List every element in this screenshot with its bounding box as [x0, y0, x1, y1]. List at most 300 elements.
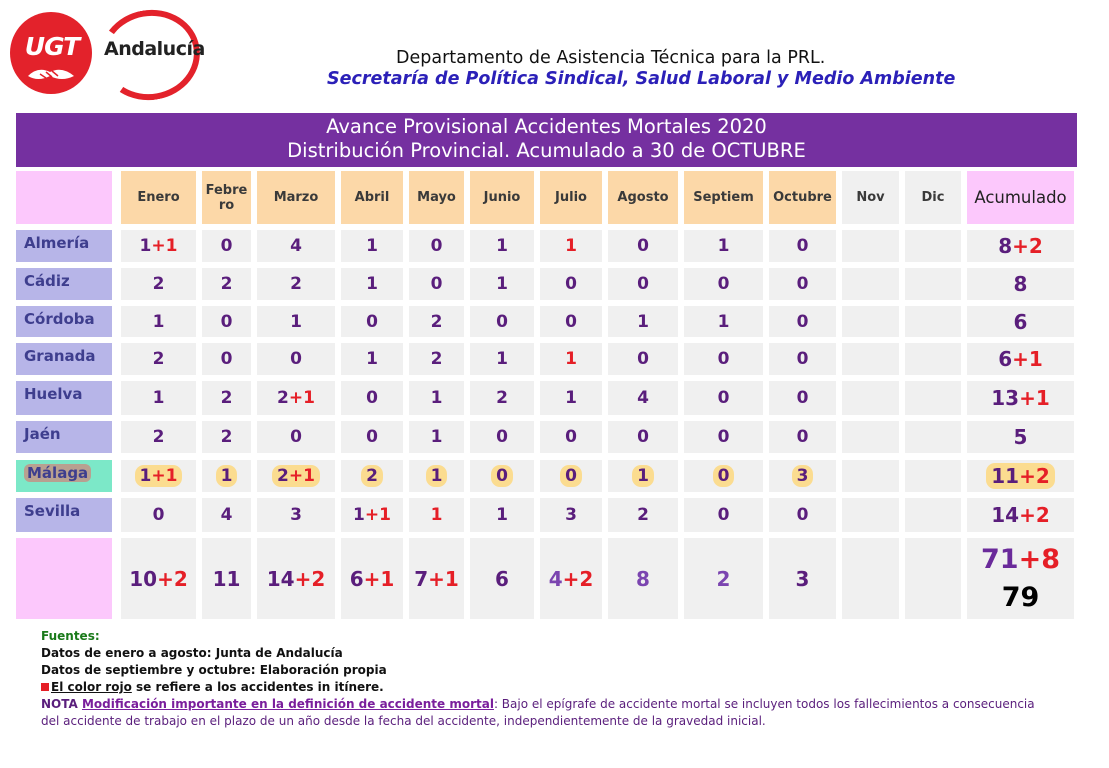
month-header-6	[540, 171, 602, 224]
value-main: 0	[366, 311, 378, 332]
value-main: 1	[717, 311, 730, 332]
plus-sign: +	[1019, 464, 1036, 488]
accumulated-cell	[967, 460, 1074, 492]
value-main: 7	[414, 566, 429, 591]
value-cell	[470, 343, 534, 375]
value-cell	[608, 268, 678, 300]
value-cell	[121, 421, 196, 453]
plus-sign: +	[363, 566, 381, 591]
value-in-itinere: 2	[311, 566, 326, 591]
value-cell	[202, 498, 251, 532]
value-cell	[470, 460, 534, 492]
value-in-itinere: 1	[444, 566, 459, 591]
value-main: 14	[266, 566, 295, 591]
total-cell	[540, 538, 602, 619]
value-in-itinere: 2	[1035, 503, 1050, 527]
value-main: 1	[139, 466, 152, 486]
red-color-label	[51, 680, 132, 694]
value-main: 6	[349, 566, 364, 591]
value-cell	[684, 498, 763, 532]
value-cell	[540, 306, 602, 337]
value-pill	[426, 465, 448, 487]
totals-corner	[16, 538, 112, 619]
value-main: 0	[220, 236, 233, 256]
febrero-line-1: Febre	[205, 182, 248, 198]
value-cell	[842, 381, 899, 415]
value-main: 1	[290, 311, 302, 332]
value-cell	[842, 306, 899, 337]
value-cell	[769, 421, 836, 453]
total-accumulated	[967, 538, 1074, 619]
value-main: 0	[290, 349, 302, 369]
value-cell	[905, 381, 961, 415]
value-cell	[769, 268, 836, 300]
value-cell	[769, 306, 836, 337]
value-main: 0	[717, 505, 730, 525]
month-header-10	[842, 171, 899, 224]
value-cell	[202, 381, 251, 415]
value-main: 4	[637, 388, 649, 408]
value-cell	[121, 230, 196, 262]
red-square-icon	[41, 683, 49, 691]
total-cell	[257, 538, 335, 619]
value-cell	[905, 343, 961, 375]
month-label: Octubre	[773, 190, 832, 205]
value-cell	[121, 498, 196, 532]
value-cell	[470, 421, 534, 453]
value-main: 0	[430, 274, 443, 294]
value-cell	[121, 268, 196, 300]
value-main: 3	[290, 505, 302, 525]
red-color-rest: se refiere a los accidentes in itínere.	[131, 680, 384, 694]
value-main: 0	[796, 505, 809, 525]
value-main: 3	[565, 505, 577, 525]
value-cell	[842, 343, 899, 375]
accumulated-cell	[967, 306, 1074, 337]
accumulated-cell	[967, 343, 1074, 375]
value-pill	[986, 463, 1055, 489]
month-header-11	[905, 171, 961, 224]
province-1	[16, 268, 112, 300]
title-line-1: Avance Provisional Accidentes Mortales 2020	[326, 115, 767, 138]
accumulated-cell	[967, 268, 1074, 300]
logo-region: Andalucía	[104, 38, 205, 60]
value-in-itinere: 2	[173, 566, 188, 591]
value-cell	[409, 381, 464, 415]
value-cell	[769, 381, 836, 415]
value-in-itinere: 2	[1035, 464, 1050, 488]
value-cell	[684, 343, 763, 375]
plus-sign: +	[294, 566, 312, 591]
value-main: 0	[717, 274, 730, 294]
red-color-text: El color rojo	[51, 680, 132, 694]
plus-sign: +	[1019, 386, 1036, 410]
value-main: 4	[220, 505, 233, 525]
plus-sign: +	[562, 566, 580, 591]
total-accumulated-line-2: 79	[1001, 581, 1040, 613]
value-in-itinere: 8	[1041, 543, 1060, 575]
value-cell	[684, 421, 763, 453]
value-cell	[842, 230, 899, 262]
value-cell	[540, 230, 602, 262]
value-main: 14	[991, 503, 1020, 527]
value-main: 10	[129, 566, 158, 591]
value-cell	[257, 230, 335, 262]
value-main: 3	[796, 466, 809, 486]
total-cell	[905, 538, 961, 619]
plus-sign: +	[157, 566, 174, 591]
value-cell	[905, 306, 961, 337]
value-main: 2	[220, 427, 233, 447]
value-cell	[341, 230, 403, 262]
value-cell	[684, 230, 763, 262]
value-main: 0	[220, 349, 233, 369]
value-cell	[341, 381, 403, 415]
title-band	[16, 113, 1077, 167]
value-main: 6	[495, 566, 509, 591]
accumulated-cell	[967, 381, 1074, 415]
value-main: 0	[637, 274, 649, 294]
month-header-4	[409, 171, 464, 224]
province-name: Almería	[24, 234, 90, 252]
value-pill	[792, 465, 814, 487]
plus-sign: +	[151, 466, 166, 486]
value-cell	[409, 306, 464, 337]
value-main: 1	[637, 311, 649, 332]
value-pill	[135, 465, 183, 487]
province-name: Málaga	[24, 464, 91, 482]
month-label: Mayo	[417, 190, 456, 205]
value-in-itinere: 1	[165, 236, 178, 256]
secretariat-title: Secretaría de Política Sindical, Salud Laboral y Medio Ambiente	[327, 69, 956, 89]
value-cell	[905, 498, 961, 532]
value-cell	[540, 421, 602, 453]
accumulated-cell	[967, 498, 1074, 532]
province-2	[16, 306, 112, 337]
value-cell	[905, 421, 961, 453]
month-label: Septiem	[693, 190, 754, 205]
value-cell	[409, 268, 464, 300]
value-cell	[257, 381, 335, 415]
value-main: 0	[717, 466, 730, 486]
value-main: 0	[796, 349, 809, 369]
total-cell	[842, 538, 899, 619]
value-cell	[121, 381, 196, 415]
header-corner	[16, 171, 112, 224]
value-main: 2	[290, 274, 302, 294]
value-main: 0	[796, 236, 809, 256]
total-cell	[769, 538, 836, 619]
value-cell	[842, 460, 899, 492]
value-main: 1	[565, 388, 577, 408]
month-label: Abril	[354, 190, 390, 205]
month-header-7	[608, 171, 678, 224]
value-main: 0	[637, 349, 649, 369]
value-in-itinere: 1	[1035, 386, 1050, 410]
total-cell	[409, 538, 464, 619]
value-main: 1	[430, 388, 443, 408]
value-main: 1	[152, 311, 165, 332]
value-cell	[608, 498, 678, 532]
value-cell	[684, 268, 763, 300]
plus-sign: +	[151, 236, 166, 256]
value-main: 0	[220, 311, 233, 332]
value-main: 71	[981, 543, 1019, 575]
month-header-2	[257, 171, 335, 224]
value-cell	[608, 343, 678, 375]
value-cell	[341, 268, 403, 300]
value-main: 6	[998, 347, 1013, 371]
value-pill	[632, 465, 654, 487]
month-label: Nov	[856, 190, 885, 205]
value-in-itinere: 1	[165, 466, 178, 486]
value-main: 0	[796, 274, 809, 294]
province-5	[16, 421, 112, 453]
notes	[41, 628, 1051, 730]
value-main: 11	[212, 566, 241, 591]
value-main: 0	[637, 427, 649, 447]
value-cell	[540, 343, 602, 375]
value-cell	[470, 268, 534, 300]
value-cell	[905, 268, 961, 300]
province-6	[16, 460, 112, 492]
plus-sign: +	[288, 466, 304, 486]
value-cell	[608, 460, 678, 492]
total-cell	[341, 538, 403, 619]
value-pill	[560, 465, 582, 487]
value-main: 1	[430, 466, 443, 486]
handshake-icon	[26, 62, 76, 84]
value-cell	[202, 230, 251, 262]
value-pill	[491, 465, 513, 487]
department-title: Departamento de Asistencia Técnica para la PRL.	[396, 48, 826, 68]
value-cell	[684, 460, 763, 492]
value-main: 6	[1013, 309, 1028, 334]
value-main: 0	[565, 466, 577, 486]
value-cell	[409, 421, 464, 453]
sources-label: Fuentes:	[41, 629, 100, 643]
value-in-itinere: 1	[303, 388, 315, 408]
value-in-itinere: 1	[380, 566, 395, 591]
value-main: 11	[991, 464, 1020, 488]
value-cell	[470, 230, 534, 262]
value-cell	[470, 381, 534, 415]
value-cell	[905, 460, 961, 492]
month-header-febrero-text	[206, 183, 248, 213]
value-main: 2	[430, 349, 443, 369]
plus-sign: +	[364, 505, 380, 525]
month-header-8	[684, 171, 763, 224]
value-cell	[202, 306, 251, 337]
source-line-1: Datos de enero a agosto: Junta de Andalucía	[41, 646, 343, 660]
value-main: 2	[220, 388, 233, 408]
month-header-5	[470, 171, 534, 224]
value-main: 0	[796, 388, 809, 408]
value-cell	[684, 306, 763, 337]
value-cell	[202, 343, 251, 375]
value-main: 0	[290, 427, 302, 447]
value-cell	[202, 421, 251, 453]
value-in-itinere: 1	[565, 349, 577, 369]
total-cell	[608, 538, 678, 619]
value-cell	[540, 498, 602, 532]
accumulated-cell	[967, 421, 1074, 453]
value-cell	[257, 268, 335, 300]
value-cell	[257, 498, 335, 532]
value-in-itinere: 2	[579, 566, 594, 591]
value-main: 0	[366, 427, 378, 447]
value-pill	[361, 465, 383, 487]
value-pill	[216, 465, 238, 487]
value-main: 1	[366, 349, 378, 369]
value-main: 2	[430, 311, 443, 332]
value-main: 8	[1013, 272, 1028, 296]
value-cell	[769, 230, 836, 262]
nota-text	[41, 696, 1051, 730]
value-cell	[409, 230, 464, 262]
febrero-line-2: ro	[218, 197, 235, 213]
total-cell	[470, 538, 534, 619]
value-main: 0	[565, 274, 577, 294]
value-main: 2	[716, 566, 731, 591]
value-cell	[341, 460, 403, 492]
value-main: 1	[496, 349, 508, 369]
value-main: 0	[637, 236, 649, 256]
title-line-2: Distribución Provincial. Acumulado a 30 de OCTUBRE	[287, 139, 806, 162]
accumulated-cell	[967, 230, 1074, 262]
value-main: 2	[220, 274, 233, 294]
value-main: 0	[796, 427, 809, 447]
month-header-9	[769, 171, 836, 224]
value-main: 0	[430, 236, 443, 256]
month-label: Agosto	[617, 190, 669, 205]
value-main: 1	[353, 505, 365, 525]
plus-sign: +	[1019, 503, 1036, 527]
nota-body: : Bajo el epígrafe de accidente mortal se incluyen todos los fallecimientos a consecuencia del accidente de trabajo en el plazo de un año desde la fecha del accidente, independientemente de la gravedad inicial.	[41, 697, 1035, 728]
value-main: 2	[152, 274, 165, 294]
province-name: Granada	[24, 347, 96, 365]
total-accumulated-line-1	[981, 541, 1060, 579]
ugt-andalucia-logo	[8, 10, 203, 100]
ugt-logo-text: UGT	[24, 32, 80, 61]
value-main: 1	[152, 388, 165, 408]
value-main: 0	[565, 427, 577, 447]
nota-modification: Modificación importante en la definición de accidente mortal	[81, 697, 494, 711]
month-label: Marzo	[273, 190, 319, 205]
value-main: 1	[430, 427, 443, 447]
value-main: 0	[717, 427, 730, 447]
month-header-1	[202, 171, 251, 224]
value-main: 0	[796, 311, 809, 332]
value-in-itinere: 1	[303, 466, 315, 486]
value-cell	[121, 460, 196, 492]
value-cell	[470, 306, 534, 337]
province-name: Sevilla	[24, 502, 81, 520]
value-cell	[842, 421, 899, 453]
value-cell	[121, 343, 196, 375]
red-color-note	[41, 679, 1051, 696]
value-in-itinere: 1	[430, 505, 443, 525]
province-3	[16, 343, 112, 375]
value-main: 0	[565, 311, 577, 332]
province-4	[16, 381, 112, 415]
value-cell	[905, 230, 961, 262]
value-main: 1	[496, 274, 508, 294]
value-cell	[608, 421, 678, 453]
value-cell	[769, 498, 836, 532]
value-cell	[540, 381, 602, 415]
value-cell	[608, 381, 678, 415]
value-main: 5	[1013, 425, 1028, 449]
value-pill	[272, 465, 320, 487]
value-main: 1	[220, 466, 233, 486]
value-main: 1	[139, 236, 152, 256]
total-cell	[121, 538, 196, 619]
value-cell	[409, 460, 464, 492]
province-name: Córdoba	[24, 310, 95, 328]
value-cell	[202, 268, 251, 300]
value-cell	[121, 306, 196, 337]
value-cell	[257, 306, 335, 337]
value-cell	[769, 343, 836, 375]
total-cell	[684, 538, 763, 619]
value-in-itinere: 2	[1028, 234, 1043, 258]
value-main: 0	[496, 311, 508, 332]
month-label: Enero	[137, 190, 180, 205]
value-main: 2	[366, 466, 378, 486]
value-main: 2	[277, 388, 289, 408]
value-cell	[257, 421, 335, 453]
plus-sign: +	[428, 566, 445, 591]
value-main: 2	[152, 349, 165, 369]
value-cell	[409, 343, 464, 375]
value-main: 3	[795, 566, 810, 591]
value-cell	[842, 268, 899, 300]
plus-sign: +	[1012, 234, 1029, 258]
value-main: 1	[366, 274, 378, 294]
value-cell	[341, 306, 403, 337]
province-name: Jaén	[24, 425, 61, 443]
value-main: 2	[152, 427, 165, 447]
value-main: 13	[991, 386, 1020, 410]
province-7	[16, 498, 112, 532]
value-main: 1	[496, 505, 508, 525]
month-label: Dic	[921, 190, 945, 205]
value-in-itinere: 1	[1028, 347, 1043, 371]
month-label: Julio	[555, 190, 587, 205]
value-main: 2	[277, 466, 289, 486]
total-cell	[202, 538, 251, 619]
value-main: 8	[636, 566, 650, 591]
value-main: 0	[152, 505, 165, 525]
value-main: 2	[496, 388, 508, 408]
province-name: Cádiz	[24, 272, 70, 290]
value-cell	[540, 268, 602, 300]
province-0	[16, 230, 112, 262]
value-main: 8	[998, 234, 1013, 258]
value-main: 0	[496, 466, 508, 486]
value-cell	[540, 460, 602, 492]
value-main: 1	[496, 236, 508, 256]
value-cell	[257, 343, 335, 375]
value-cell	[608, 306, 678, 337]
value-in-itinere: 1	[565, 236, 577, 256]
value-main: 0	[496, 427, 508, 447]
month-header-0	[121, 171, 196, 224]
source-line-2: Datos de septiembre y octubre: Elaboración propia	[41, 663, 387, 677]
value-in-itinere: 1	[379, 505, 391, 525]
value-cell	[470, 498, 534, 532]
